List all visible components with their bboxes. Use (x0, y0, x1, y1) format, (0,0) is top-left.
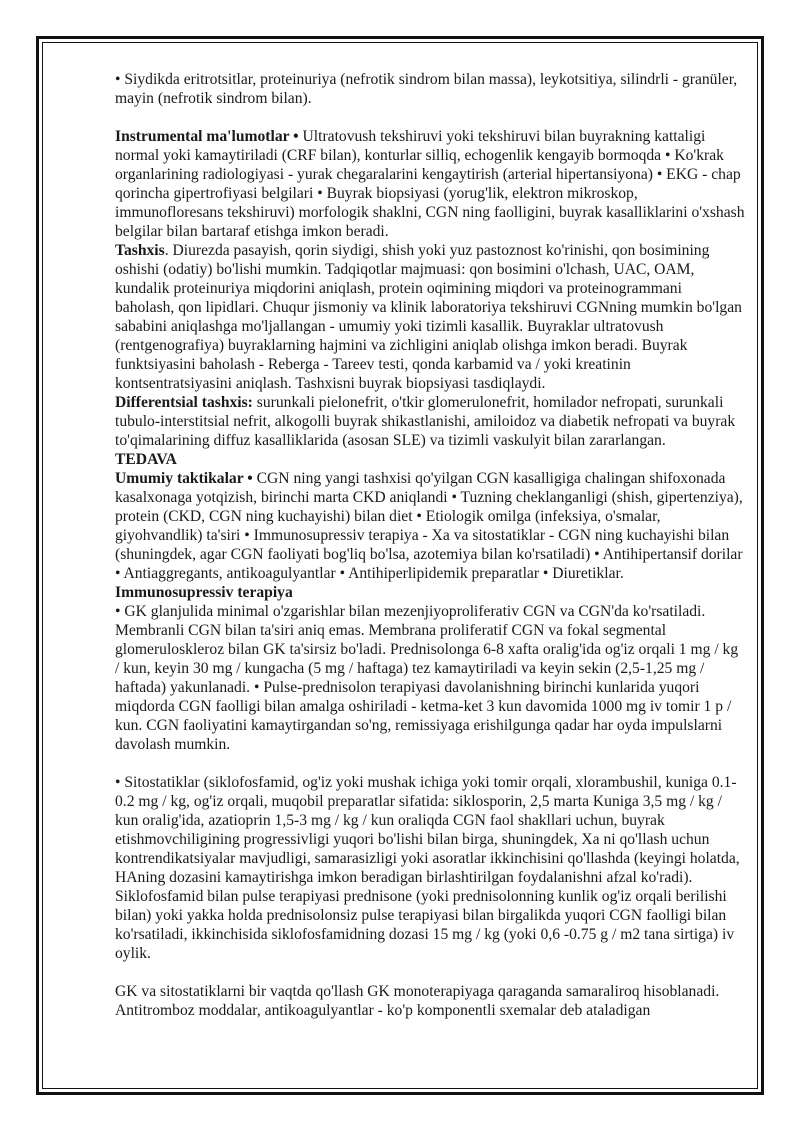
paragraph-text: • Siydikda eritrotsitlar, proteinuriya (nefrotik sindrom bilan massa), leykotsitiya, silindrli - granüler, mayin (nefrotik sindrom bilan). (115, 71, 738, 107)
paragraph-instrumental-data (115, 127, 745, 241)
paragraph-heading: Differentsial tashxis: (115, 394, 253, 411)
paragraph-text: surunkali pielonefrit, o'tkir glomerulonefrit, homilador nefropati, surunkali tubulo-interstitsial nefrit, alkogolli buyrak shikastlanishi, amiloidoz va diabetik nefropati va buyrak to'qimalarining diffuz kasalliklarida (asosan SLE) va tizimli vaskulyit bilan zararlangan. (115, 394, 736, 449)
paragraph-general-tactics (115, 469, 745, 583)
paragraph-heading: TEDAVA (115, 451, 177, 468)
paragraph-cytostatics (115, 773, 745, 963)
document-body (115, 70, 745, 1020)
paragraph-diagnosis (115, 241, 745, 393)
paragraph-differential-diagnosis (115, 393, 745, 450)
paragraph-glucocorticoids (115, 602, 745, 754)
paragraph-heading: Instrumental ma'lumotlar • (115, 128, 299, 145)
paragraph-heading: Immunosupressiv terapiya (115, 584, 293, 601)
section-heading-immunosuppressive-therapy (115, 583, 745, 602)
paragraph-text: Ultratovush tekshiruvi yoki tekshiruvi bilan buyrakning kattaligi normal yoki kamaytiriladi (CRF bilan), konturlar silliq, echogenlik kengayib bormoqda • Ko'krak organlarining radiologiyasi - yurak chegaralarini kengaytirish (arterial hipertansiyona) • EKG - chap qorincha gipertrofiyasi belgilari • Buyrak biopsiyasi (yorug'lik, elektron mikroskop, immunofloresans tekshiruvi) morfologik shaklni, CGN ning faolligini, buyrak kasalliklarini o'xshash belgilar bilan bartaraf etishga imkon beradi. (115, 128, 745, 240)
paragraph-combined-therapy (115, 982, 745, 1020)
paragraph-text: GK va sitostatiklarni bir vaqtda qo'llash GK monoterapiyaga qaraganda samaraliroq hisoblanadi. Antitromboz moddalar, antikoagulyantlar - ko'p komponentli sxemalar deb ataladigan (115, 983, 720, 1019)
paragraph-heading: Tashxis (115, 242, 165, 259)
paragraph-urine-findings (115, 70, 745, 108)
paragraph-text: • GK glanjulida minimal o'zgarishlar bilan mezenjiyoproliferativ CGN va CGN'da ko'rsatiladi. Membranli CGN bilan ta'siri aniq emas. Membrana proliferatif CGN va fokal segmental glomeruloskleroz bilan GK ta'sirsiz bo'ladi. Prednisolonga 6-8 xafta oralig'ida og'iz orqali 1 mg / kg / kun, keyin 30 mg / kungacha (5 mg / haftaga) tez kamaytiriladi va keyin sekin (2,5-1,25 mg / haftada) yakunlanadi. • Pulse-prednisolon terapiyasi davolanishning birinchi kunlarida yuqori miqdorda CGN faolligi bilan amalga oshiriladi - ketma-ket 3 kun davomida 1000 mg iv tomir 1 p / kun. CGN faoliyatini kamaytirgandan so'ng, remissiyaga erishilgunga qadar har oyda impulslarni davolash mumkin. (115, 603, 739, 753)
paragraph-text: • Sitostatiklar (siklofosfamid, og'iz yoki mushak ichiga yoki tomir orqali, xlorambushil, kuniga 0.1-0.2 mg / kg, og'iz orqali, muqobil preparatlar sifatida: siklosporin, 2,5 marta Kuniga 3,5 mg / kg / kun oralig'ida, azatioprin 1,5-3 mg / kg / kun oraliqda CGN faol shakllari uchun, buyrak etishmovchiligining progressivligi yuqori bo'lishi bilan birga, shuningdek, Xa ni qo'llash uchun kontrendikatsiyalar mavjudligi, samarasizligi yoki asoratlar ikkinchisini qo'llashda (keyingi holatda, HAning dozasini kamaytirishga imkon beradigan birlashtirilgan foydalanishni afzal ko'radi). Siklofosfamid bilan pulse terapiyasi prednisone (yoki prednisolonning kunlik og'iz orqali berilishi bilan) yoki yakka holda prednisolonsiz pulse terapiyasi bilan birgalikda yuqori CGN faolligi bilan ko'rsatiladi, ikkinchisida siklofosfamidning dozasi 15 mg / kg (yoki 0,6 -0.75 g / m2 tana sirtiga) iv oylik. (115, 774, 740, 962)
section-heading-treatment (115, 450, 745, 469)
paragraph-text: . Diurezda pasayish, qorin siydigi, shish yoki yuz pastoznost ko'rinishi, qon bosimining oshishi (odatiy) bo'lishi mumkin. Tadqiqotlar majmuasi: qon bosimini o'lchash, UAC, OAM, kundalik proteinuriya miqdorini aniqlash, protein oqimining miqdori va proteinogrammani baholash, qon lipidlari. Chuqur jismoniy va klinik laboratoriya tekshiruvi CGNning mumkin bo'lgan sababini aniqlashga mo'ljallangan - umumiy yoki tizimli kasallik. Buyraklar ultratovush (rentgenografiya) buyraklarning hajmini va zichligini aniqlab olishga imkon beradi. Buyrak funktsiyasini baholash - Reberga - Tareev testi, qonda karbamid va / yoki kreatinin kontsentratsiyasini aniqlash. Tashxisni buyrak biopsiyasi tasdiqlaydi. (115, 242, 742, 392)
paragraph-heading: Umumiy taktikalar • (115, 470, 253, 487)
paragraph-text: CGN ning yangi tashxisi qo'yilgan CGN kasalligiga chalingan shifoxonada kasalxonaga yotqizish, birinchi marta CKD aniqlandi • Tuzning cheklanganligi (shish, gipertenziya), protein (CKD, CGN ning kuchayishi) bilan diet • Etiologik omilga (infeksiya, o'smalar, giyohvandlik) ta'siri • Immunosupressiv terapiya - Xa va sitostatiklar - CGN ning kuchayishi bilan (shuningdek, agar CGN faoliyati bog'liq bo'lsa, azotemiya bilan ko'rsatiladi) • Antihipertansif dorilar • Antiaggregants, antikoagulyantlar • Antihiperlipidemik preparatlar • Diuretiklar. (115, 470, 743, 582)
